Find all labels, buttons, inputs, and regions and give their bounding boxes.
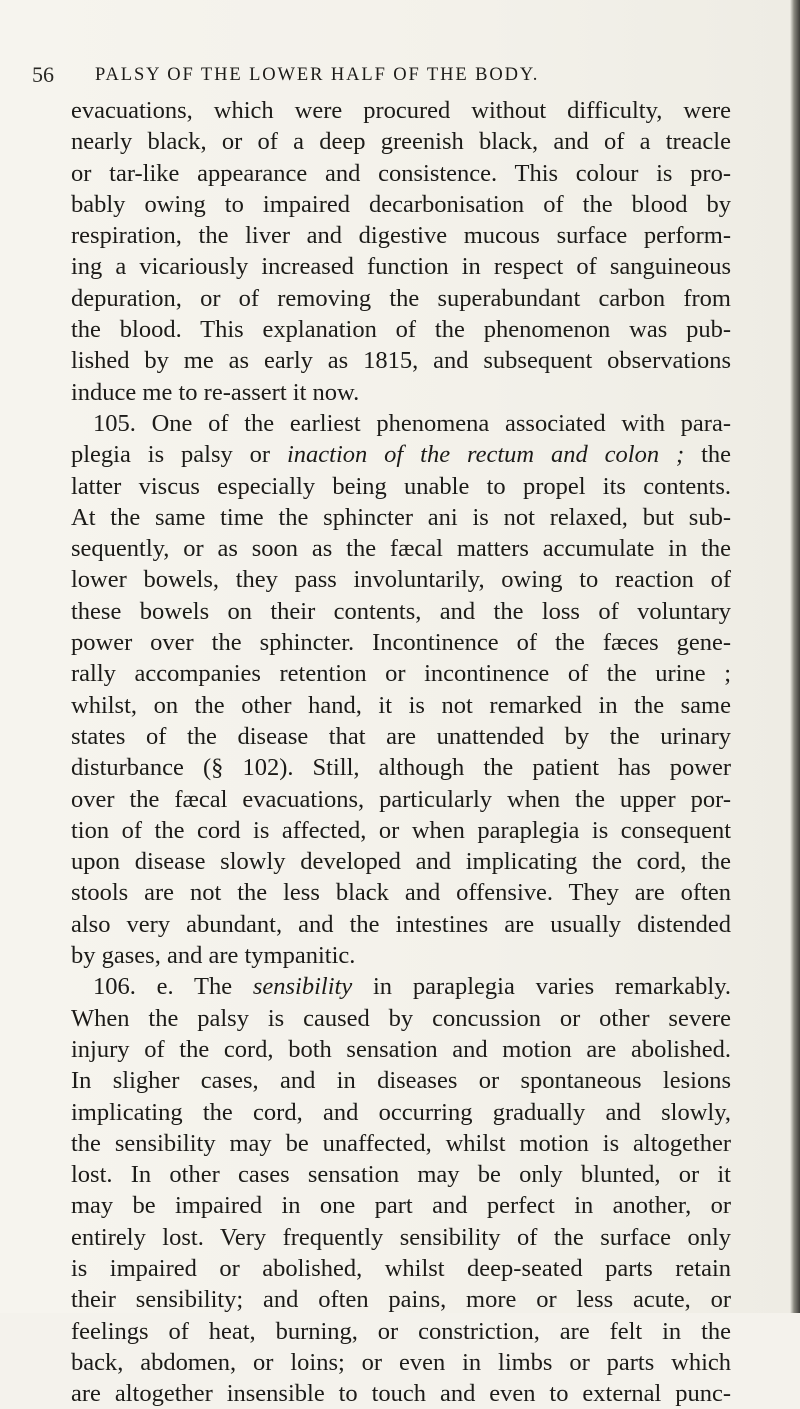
text-line: respiration, the liver and digestive mucous surface perform- — [71, 222, 731, 250]
text-line: disturbance (§ 102). Still, although the patient has power — [71, 754, 731, 782]
text-line: When the palsy is caused by concussion or other severe — [71, 1004, 731, 1032]
text-line: by gases, and are tympanitic. — [71, 942, 356, 970]
text-line: also very abundant, and the intestines are usually distended — [71, 910, 731, 938]
text-line: their sensibility; and often pains, more or less acute, or — [71, 1286, 731, 1314]
text-line: sequently, or as soon as the fæcal matters accumulate in the — [71, 535, 731, 563]
page-number: 56 — [32, 62, 54, 87]
text-line: or tar-like appearance and consistence. This colour is pro- — [71, 159, 731, 187]
text-line: is impaired or abolished, whilst deep-seated parts retain — [71, 1254, 731, 1282]
text-line: ing a vicariously increased function in respect of sanguineous — [71, 253, 731, 281]
text-line: lower bowels, they pass involuntarily, owing to reaction of — [71, 566, 731, 594]
line-text-segment: in paraplegia varies remarkably. — [352, 973, 731, 1001]
text-line: are altogether insensible to touch and even to external punc- — [71, 1380, 731, 1408]
text-line: depuration, or of removing the superabundant carbon from — [71, 284, 731, 312]
text-line: implicating the cord, and occurring gradually and slowly, — [71, 1098, 731, 1126]
text-line: At the same time the sphincter ani is not relaxed, but sub- — [71, 503, 731, 531]
text-line: over the fæcal evacuations, particularly when the upper por- — [71, 785, 731, 813]
text-line: nearly black, or of a deep greenish black, and of a treacle — [71, 128, 731, 156]
running-header — [32, 46, 732, 87]
line-text-segment: the — [684, 441, 732, 469]
text-line: In sligher cases, and in diseases or spontaneous lesions — [71, 1067, 731, 1095]
text-line — [71, 971, 731, 1002]
text-line: evacuations, which were procured without difficulty, were — [71, 97, 731, 124]
text-line: power over the sphincter. Incontinence of the fæces gene- — [71, 629, 731, 657]
text-line: tion of the cord is affected, or when paraplegia is consequent — [71, 816, 731, 844]
text-line: rally accompanies retention or incontinence of the urine ; — [71, 660, 731, 688]
line-text-segment: 106. e. The — [93, 973, 253, 1001]
text-line: these bowels on their contents, and the loss of voluntary — [71, 597, 731, 625]
page-edge-shadow — [790, 0, 800, 1313]
text-line: the blood. This explanation of the phenomenon was pub- — [71, 316, 731, 344]
running-title: PALSY OF THE LOWER HALF OF THE BODY. — [95, 65, 540, 85]
italic-phrase: sensibility — [252, 973, 353, 1001]
text-line: may be impaired in one part and perfect in another, or — [71, 1192, 731, 1220]
line-text-segment: plegia is palsy or — [71, 441, 287, 469]
text-line: upon disease slowly developed and implicating the cord, the — [71, 848, 731, 876]
text-line: whilst, on the other hand, it is not remarked in the same — [71, 691, 731, 719]
italic-phrase: inaction of the rectum and colon ; — [286, 441, 685, 469]
text-line: the sensibility may be unaffected, whilst motion is altogether — [71, 1129, 731, 1157]
text-line: back, abdomen, or loins; or even in limbs or parts which — [71, 1348, 731, 1376]
text-line: states of the disease that are unattended by the urinary — [71, 722, 731, 750]
text-line: injury of the cord, both sensation and motion are abolished. — [71, 1035, 731, 1063]
text-line: lished by me as early as 1815, and subsequent observations — [71, 347, 731, 375]
text-line: entirely lost. Very frequently sensibility of the surface only — [71, 1223, 731, 1251]
text-line: stools are not the less black and offensive. They are often — [71, 879, 731, 907]
text-line: bably owing to impaired decarbonisation of the blood by — [71, 190, 731, 218]
text-line: lost. In other cases sensation may be only blunted, or it — [71, 1161, 731, 1189]
text-line — [71, 439, 731, 470]
text-line: latter viscus especially being unable to propel its contents. — [71, 472, 731, 500]
body-text — [71, 95, 731, 1409]
text-line: 105. One of the earliest phenomena associated with para- — [93, 409, 731, 437]
text-line: induce me to re-assert it now. — [71, 378, 360, 406]
text-line: feelings of heat, burning, or constriction, are felt in the — [71, 1317, 731, 1345]
